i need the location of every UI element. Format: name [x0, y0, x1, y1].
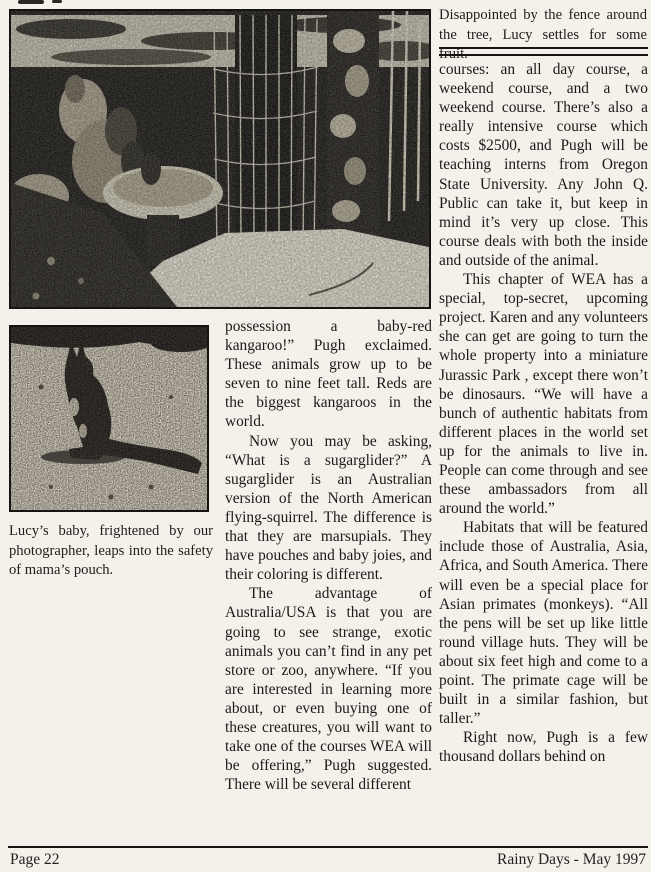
kangaroo-photo — [9, 325, 209, 512]
kangaroo-illustration — [11, 327, 207, 510]
body-paragraph: The advantage of Australia/USA is that you are going to see strange, exotic animals you can’t find in any pet store or zoo, anywhere. “If you are interested in learning more about, or even buying one of these creatures, you will want to take one of the courses WEA will be offering,” Pugh suggested. There will be several different — [225, 585, 432, 794]
scan-smudge — [52, 0, 62, 3]
page-number: Page 22 — [10, 851, 60, 868]
top-photo-caption: Disappointed by the fence around the tree, Lucy settles for some fruit. — [439, 7, 647, 63]
caption-divider-rule — [439, 47, 648, 56]
body-paragraph: Now you may be asking, “What is a sugarglider?” A sugarglider is an Australian version of the North American flying-squirrel. The difference is that they are marsupials. They have pouches and baby joies, and their coloring is different. — [225, 432, 432, 584]
body-paragraph: This chapter of WEA has a special, top-secret, upcoming project. Karen and any volunteers she can get are going to turn the whole property into a miniature Jurassic Park , except there won’t be dinosaurs. “We will have a bunch of authentic habitats from different places in the world set up for the animals to live in. People can come through and see these ambassadors from all around the world.” — [439, 271, 648, 518]
zoo-fence-photo — [9, 9, 431, 309]
right-column — [439, 60, 648, 766]
zoo-fence-illustration — [11, 11, 429, 307]
kangaroo-photo-caption: Lucy’s baby, frightened by our photographer, leaps into the safety of mama’s pouch. — [9, 523, 213, 579]
footer-rule — [8, 846, 648, 848]
body-paragraph: possession a baby-red kangaroo!” Pugh exclaimed. These animals grow up to be seven to nine feet tall. Reds are the biggest kangaroos in the world. — [225, 318, 432, 431]
body-paragraph: Habitats that will be featured include those of Australia, Asia, Africa, and South America. There will even be a special place for Asian primates (monkeys). “All the pens will be set up like little round village huts. They will be about six feet high and come to a point. The primate cage will be built in a similar fashion, but taller.” — [439, 519, 648, 728]
body-paragraph: courses: an all day course, a weekend course, and a two weekend course. There’s also a really intensive course which costs $2500, and Pugh will be teaching interns from Oregon State University. Any John Q. Public can take it, but keep in mind it’s very up close. This course deals with both the inside and outside of the animal. — [439, 61, 648, 269]
body-paragraph: Right now, Pugh is a few thousand dollars behind on — [439, 729, 648, 766]
middle-column — [225, 317, 432, 794]
publication-title: Rainy Days - May 1997 — [497, 851, 646, 868]
scan-smudge — [18, 0, 44, 4]
